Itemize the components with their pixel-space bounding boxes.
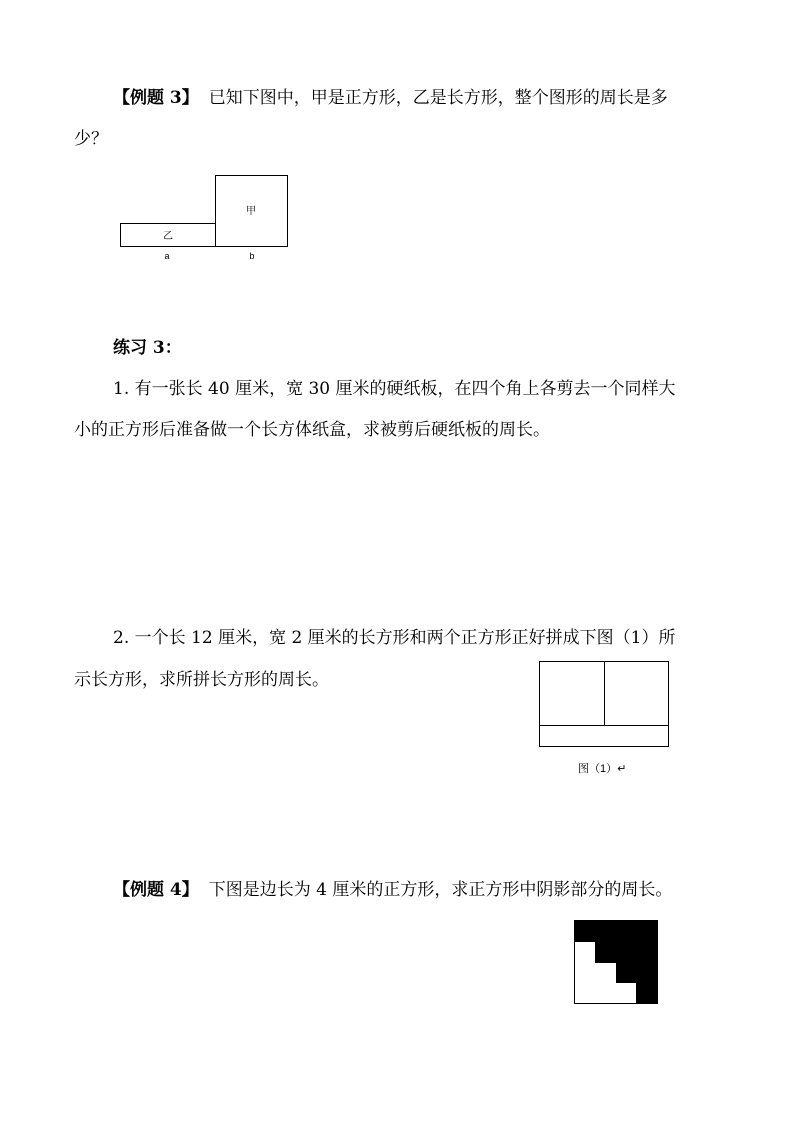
label-jia: 甲	[246, 206, 256, 217]
practice3-q1-line2: 小的正方形后准备做一个长方体纸盒，求被剪后硬纸板的周长。	[74, 420, 550, 440]
label-a: a	[164, 251, 170, 261]
example3-figure	[114, 170, 294, 265]
example3-label: 【例题 3】	[113, 88, 199, 108]
practice3-q1-line1: 1. 有一张长 40 厘米，宽 30 厘米的硬纸板，在四个角上各剪去一个同样大	[113, 379, 676, 399]
example4-line	[113, 880, 672, 900]
example4-label: 【例题 4】	[113, 880, 199, 900]
practice3-q2-line2: 示长方形，求所拼长方形的周长。	[74, 670, 329, 690]
practice3-q2-line1: 2. 一个长 12 厘米，宽 2 厘米的长方形和两个正方形正好拼成下图（1）所	[113, 628, 676, 648]
example4-figure	[573, 919, 661, 1007]
example4-text: 下图是边长为 4 厘米的正方形，求正方形中阴影部分的周长。	[208, 880, 673, 900]
label-yi: 乙	[163, 231, 173, 242]
example3-text-1: 已知下图中，甲是正方形，乙是长方形，整个图形的周长是多	[208, 88, 668, 108]
practice3-heading: 练习 3：	[113, 338, 182, 358]
figure-1	[538, 660, 672, 750]
figure-1-caption: 图（1）↵	[578, 763, 627, 775]
label-b: b	[249, 251, 255, 261]
example3-line1	[113, 88, 668, 108]
example3-line2: 少？	[74, 129, 108, 149]
